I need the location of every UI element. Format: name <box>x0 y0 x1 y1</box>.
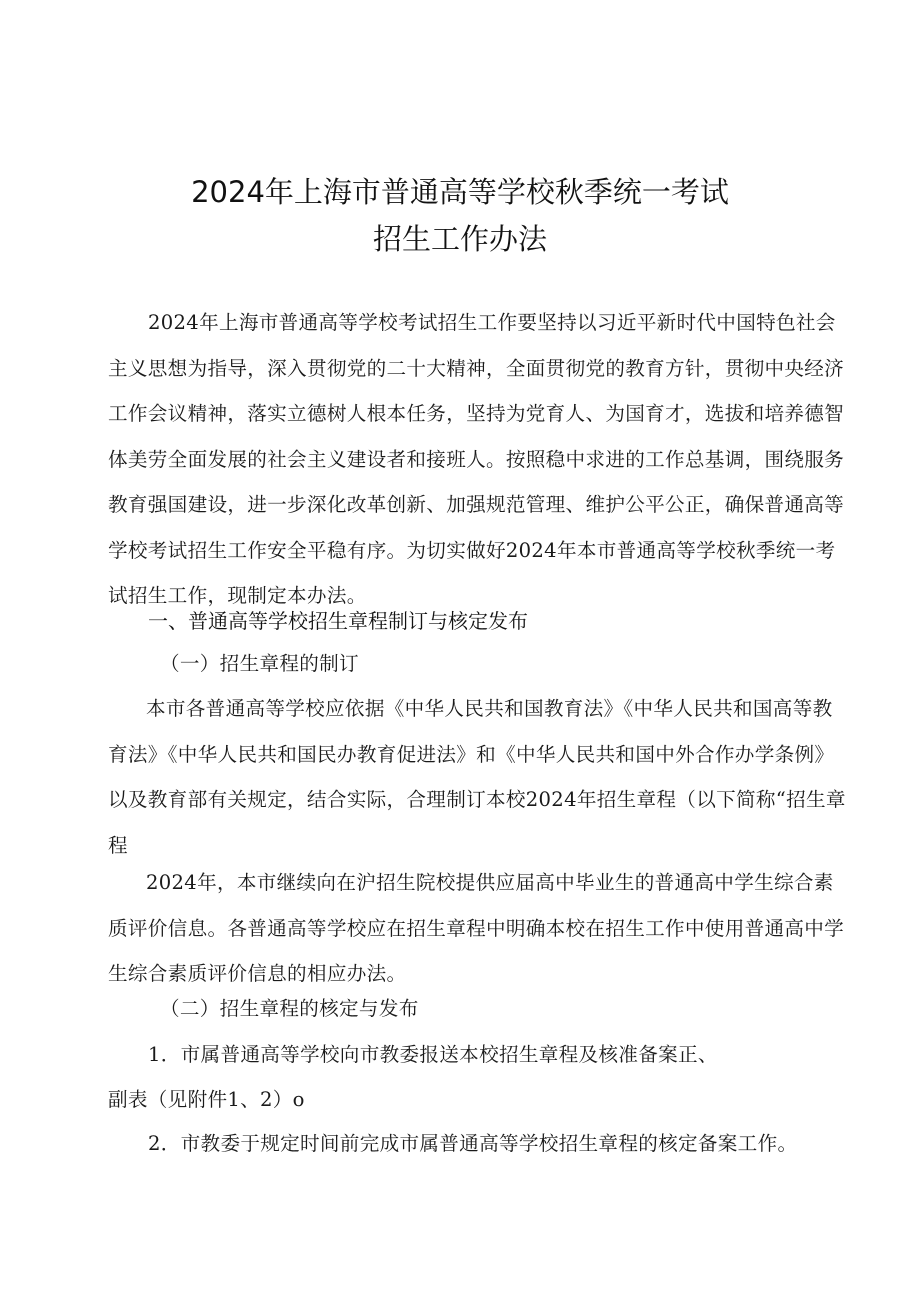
list-item-1-line2: 副表（见附件1、2）o <box>108 1088 305 1111</box>
paragraph-2024: 2024年，本市继续向在沪招生院校提供应届高中毕业生的普通高中学生综合素质评价信息。各普通高等学校应在招生章程中明确本校在招生工作中使用普通高中学生综合素质评价信息的相应办法。 <box>108 871 845 985</box>
document-title-line1: 2024年上海市普通高等学校秋季统一考试 <box>191 175 729 209</box>
subsection1-paragraph: 本市各普通高等学校应依据《中华人民共和国教育法》《中华人民共和国高等教育法》《中华人民共和国民办教育促进法》和《中华人民共和国中外合作办学条例》以及教育部有关规定，结合实际，合理制订本校2024年招生章程（以下简称“招生章程 <box>108 697 846 857</box>
subsection1-heading: （一）招生章程的制订 <box>160 652 359 675</box>
subsection2-heading: （二）招生章程的核定与发布 <box>160 997 419 1020</box>
section1-heading: 一、普通高等学校招生章程制订与核定发布 <box>148 609 528 633</box>
intro-paragraph: 2024年上海市普通高等学校考试招生工作要坚持以习近平新时代中国特色社会主义思想为指导，深入贯彻党的二十大精神，全面贯彻党的教育方针，贯彻中央经济工作会议精神，落实立德树人根本任务，坚持为党育人、为国育才，选拔和培养德智体美劳全面发展的社会主义建设者和接班人。按照稳中求进的工作总基调，围绕服务教育强国建设，进一步深化改革创新、加强规范管理、维护公平公正，确保普通高等学校考试招生工作安全平稳有序。为切实做好2024年本市普通高等学校秋季统一考试招生工作，现制定本办法。 <box>108 311 845 607</box>
list-item-1-line1: 1．市属普通高等学校向市教委报送本校招生章程及核准备案正、 <box>148 1043 718 1066</box>
list-item-2: 2．市教委于规定时间前完成市属普通高等学校招生章程的核定备案工作。 <box>148 1132 798 1155</box>
document-title-line2: 招生工作办法 <box>372 222 547 256</box>
